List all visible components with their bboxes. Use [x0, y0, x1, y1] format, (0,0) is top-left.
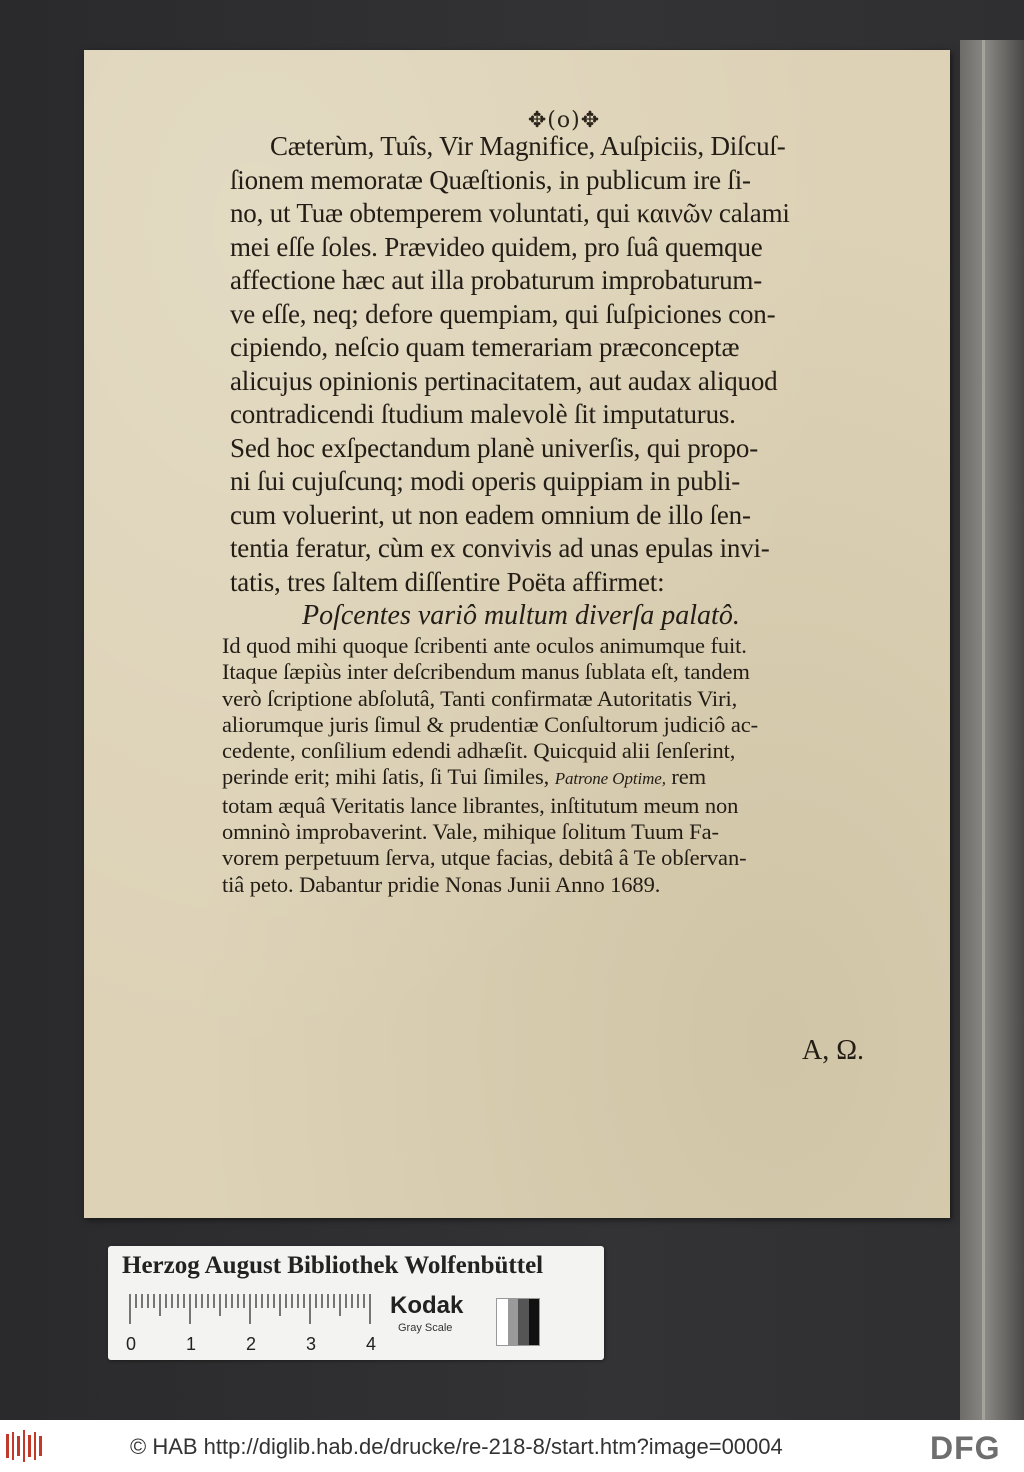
gray-swatches	[496, 1298, 540, 1346]
text-line: tentia feratur, cùm ex convivis ad unas epulas invi-	[230, 533, 770, 563]
text-line: Sed hoc exſpectandum planè univerſis, qui propo-	[230, 432, 759, 463]
header-ornament: ✥(o)✥	[527, 108, 601, 133]
text-line: Cæterùm, Tuîs, Vir Magnifice, Auſpiciis, Diſcuſ-	[270, 131, 786, 161]
ruler-number: 3	[306, 1334, 317, 1354]
calibration-card	[108, 1246, 604, 1360]
text-line: no, ut Tuæ obtemperem voluntati, qui καινῶν calami	[230, 198, 790, 228]
text-line-small: aliorumque juris ſimul & prudentiæ Conſultorum judiciô ac-	[222, 711, 759, 737]
verse-quotation: Poſcentes variô multum diverſa palatô.	[302, 600, 740, 631]
text-line-small: omninò improbaverint. Vale, mihique ſolitum Tuum Fa-	[222, 819, 719, 845]
copyright-url[interactable]: © HAB http://diglib.hab.de/drucke/re-218-8/start.htm?image=00004	[130, 1434, 783, 1459]
footer-bar	[0, 1420, 1024, 1472]
text-line: cipiendo, neſcio quam temerariam præconceptæ	[230, 332, 740, 362]
text-line: alicujus opinionis pertinacitatem, aut audax aliquod	[230, 365, 778, 396]
body-text	[222, 130, 895, 898]
text-line: mei eſſe ſoles. Prævideo quidem, pro ſuâ quemque	[230, 231, 763, 262]
ruler-number: 1	[186, 1334, 197, 1354]
text-line: ſionem memoratæ Quæſtionis, in publicum ire ſi-	[230, 164, 751, 195]
text-line: contradicendi ſtudium malevolè ſit imputaturus.	[230, 399, 736, 429]
patrone-italic: Patrone Optime,	[554, 769, 666, 789]
closing-signature: A, Ω.	[802, 1035, 865, 1066]
ruler-scale	[128, 1290, 378, 1330]
text-line-small	[222, 764, 895, 792]
dfg-logo: DFG	[930, 1430, 1001, 1466]
adjacent-page-edge	[960, 40, 1024, 1420]
text-line-small: vorem perpetuum ſerva, utque facias, debitâ â Te obſervan-	[222, 845, 747, 871]
text-line-small: Itaque ſæpiùs inter deſcribendum manus ſublata eſt, tandem	[222, 659, 750, 685]
swatch	[518, 1299, 529, 1345]
text-line-small: totam æquâ Veritatis lance librantes, inſtitutum meum non	[222, 792, 739, 818]
swatch	[497, 1299, 508, 1345]
library-name: Herzog August Bibliothek Wolfenbüttel	[122, 1252, 544, 1279]
text-line-small: tiâ peto. Dabantur pridie Nonas Junii Anno 1689.	[222, 871, 661, 897]
text-line: ve eſſe, neq; defore quempiam, qui ſuſpiciones con-	[230, 298, 776, 329]
document-page	[84, 50, 950, 1218]
text-line-small: verò ſcriptione abſolutâ, Tanti confirmatæ Autoritatis Viri,	[222, 685, 738, 711]
page-edge-sliver	[982, 40, 985, 1420]
kodak-logo: Kodak	[390, 1292, 464, 1319]
text-line: affectione hæc aut illa probaturum improbaturum-	[230, 265, 762, 295]
swatch	[529, 1299, 540, 1345]
grayscale-label: Gray Scale	[398, 1322, 453, 1334]
ruler-numbers	[122, 1334, 382, 1354]
ruler-number: 2	[246, 1334, 257, 1354]
ruler-number: 4	[366, 1334, 377, 1354]
text-line-small: Id quod mihi quoque ſcribenti ante oculos animumque fuit.	[222, 633, 747, 658]
text-line-small: cedente, conſilium edendi adhæſit. Quicquid alii ſenſerint,	[222, 738, 736, 764]
text-line: ni ſui cujuſcunq; modi operis quippiam in publi-	[230, 466, 741, 496]
text-segment: perinde erit; mihi ſatis, ſi Tui ſimiles,	[222, 764, 550, 790]
text-line: tatis, tres ſaltem diſſentire Poëta affirmet:	[230, 566, 665, 597]
hab-barcode-icon	[6, 1430, 46, 1462]
text-line: cum voluerint, ut non eadem omnium de illo ſen-	[230, 499, 751, 530]
text-segment: rem	[671, 764, 707, 790]
ruler-number: 0	[126, 1334, 137, 1354]
swatch	[508, 1299, 519, 1345]
